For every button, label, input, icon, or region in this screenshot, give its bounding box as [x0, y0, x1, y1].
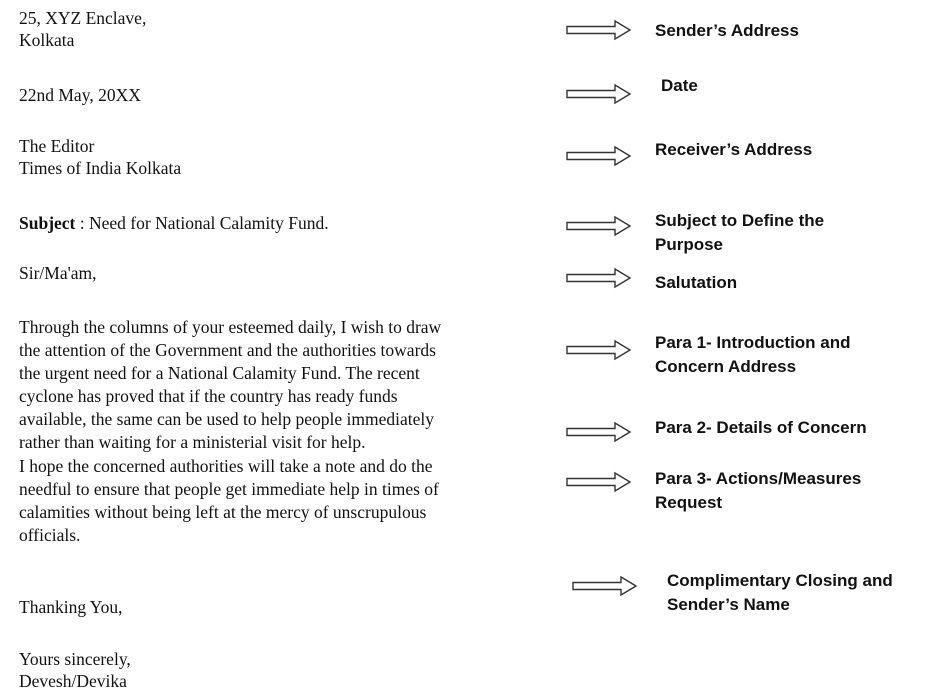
receiver-address-line: The Editor: [19, 136, 95, 156]
signature-block: [19, 648, 131, 692]
receiver-address: [19, 135, 181, 179]
subject-label: Subject: [19, 213, 76, 233]
right-arrow-icon: [566, 214, 632, 238]
body-line: cyclone has proved that if the country has ready funds: [19, 386, 398, 407]
right-arrow-icon: [566, 420, 632, 444]
annotation-label: Salutation: [655, 273, 738, 292]
subject-line: [19, 212, 329, 234]
letter-date: 22nd May, 20XX: [19, 85, 141, 105]
body-line: rather than waiting for a ministerial visit for help.: [19, 432, 366, 453]
right-arrow-icon: [572, 574, 638, 598]
annotation-label: Para 3- Actions/Measures Request: [655, 469, 862, 512]
body-line: needful to ensure that people get immediate help in times of: [19, 478, 439, 499]
right-arrow-icon: [566, 144, 632, 168]
right-arrow-icon: [566, 266, 632, 290]
body-line: I hope the concerned authorities will take a note and do the: [19, 455, 433, 476]
annotation-label: Para 1- Introduction and Concern Address: [655, 333, 851, 376]
sender-address-line: 25, XYZ Enclave,: [19, 8, 147, 28]
annotation-label: Complimentary Closing and Sender’s Name: [667, 571, 893, 614]
right-arrow-icon: [566, 18, 632, 42]
body-line: the attention of the Government and the authorities towards: [19, 340, 436, 361]
sender-address: [19, 7, 146, 51]
annotation-label: Date: [661, 76, 698, 95]
salutation: Sir/Ma'am,: [19, 263, 97, 283]
annotation-label: Receiver’s Address: [655, 140, 813, 159]
subject-text: : Need for National Calamity Fund.: [75, 213, 329, 233]
annotation-label: Sender’s Address: [655, 21, 799, 40]
body-line: Through the columns of your esteemed daily, I wish to draw: [19, 317, 442, 337]
right-arrow-icon: [566, 338, 632, 362]
sign-off: Yours sincerely,: [19, 649, 131, 669]
right-arrow-icon: [566, 470, 632, 494]
annotation-label: Subject to Define the Purpose: [655, 211, 825, 254]
sender-address-line: Kolkata: [19, 30, 75, 50]
body-line: calamities without being left at the mercy of unscrupulous: [19, 501, 427, 522]
annotation-label: Para 2- Details of Concern: [655, 418, 867, 437]
body-line: officials.: [19, 524, 81, 545]
right-arrow-icon: [566, 82, 632, 106]
body-line: the urgent need for a National Calamity Fund. The recent: [19, 363, 420, 384]
body-line: available, the same can be used to help people immediately: [19, 409, 434, 430]
letter-body: [19, 316, 441, 547]
sender-name: Devesh/Devika: [19, 671, 127, 691]
receiver-address-line: Times of India Kolkata: [19, 158, 182, 178]
closing: Thanking You,: [19, 597, 123, 617]
